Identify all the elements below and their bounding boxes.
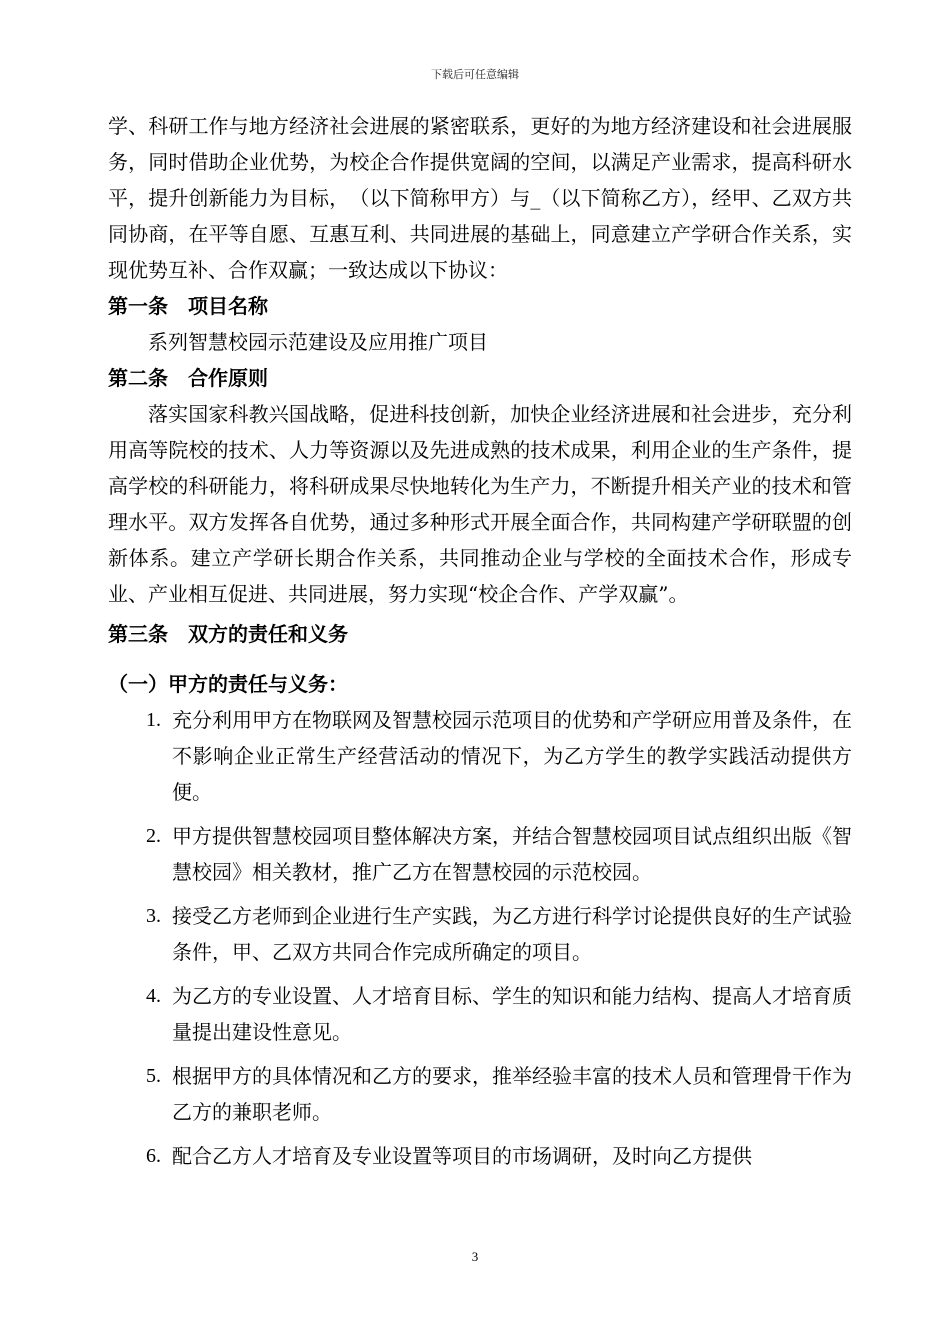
list-item-number: 3. [146,905,161,927]
intro-paragraph: 学、科研工作与地方经济社会进展的紧密联系，更好的为地方经济建设和社会进展服务，同时借助企业优势，为校企合作提供宽阔的空间，以满足产业需求，提高科研水平，提升创新能力为目标， （以下简称甲方）与_（以下简称乙方），经甲、乙双方共同协商，在平等自愿、互惠互利、共同进展的基础上，同意建立产学研合作关系，实现优势互补、合作双赢；一致达成以下协议： [108,114,852,282]
article-1-body: 系列智慧校园示范建设及应用推广项目 [148,330,488,354]
list-item [108,818,852,890]
page-header: 下载后可任意编辑 [431,68,519,81]
article-2-label: 第二条 [108,366,168,390]
list-item [108,702,852,810]
list-item [108,898,852,970]
list-item [108,978,852,1050]
article-1-heading [108,288,852,324]
document-body [108,108,852,1182]
list-item [108,1058,852,1130]
list-item-number: 1. [146,709,161,731]
article-2-title: 合作原则 [188,366,268,390]
list-item-number: 5. [146,1065,161,1087]
article-3-heading [108,616,852,652]
article-1-label: 第一条 [108,294,168,318]
article-2-body: 落实国家科教兴国战略，促进科技创新，加快企业经济进展和社会进步，充分利用高等院校的技术、人力等资源以及先进成熟的技术成果，利用企业的生产条件，提高学校的科研能力，将科研成果尽快地转化为生产力，不断提升相关产业的技术和管理水平。双方发挥各自优势，通过多种形式开展全面合作，共同构建产学研联盟的创新体系。建立产学研长期合作关系，共同推动企业与学校的全面技术合作，形成专业、产业相互促进、共同进展，努力实现“校企合作、产学双赢”。 [108,402,852,606]
list-item-number: 6. [146,1145,161,1167]
list-item-text: 配合乙方人才培育及专业设置等项目的市场调研，及时向乙方提供 [172,1144,752,1168]
list-item-text: 甲方提供智慧校园项目整体解决方案，并结合智慧校园项目试点组织出版《智慧校园》相关教材，推广乙方在智慧校园的示范校园。 [172,824,852,884]
list-item-text: 根据甲方的具体情况和乙方的要求，推举经验丰富的技术人员和管理骨干作为乙方的兼职老师。 [172,1064,852,1124]
list-item-number: 2. [146,825,161,847]
page-number: 3 [471,1249,479,1264]
list-item-number: 4. [146,985,161,1007]
article-3-label: 第三条 [108,622,168,646]
list-item-text: 为乙方的专业设置、人才培育目标、学生的知识和能力结构、提高人才培育质量提出建设性意见。 [172,984,852,1044]
article-2-heading [108,360,852,396]
article-1-title: 项目名称 [188,294,268,318]
list-item [108,1138,852,1174]
list-item-text: 接受乙方老师到企业进行生产实践，为乙方进行科学讨论提供良好的生产试验条件，甲、乙双方共同合作完成所确定的项目。 [172,904,852,964]
party-a-duties-heading: （一）甲方的责任与义务： [108,672,348,696]
list-item-text: 充分利用甲方在物联网及智慧校园示范项目的优势和产学研应用普及条件，在不影响企业正常生产经营活动的情况下，为乙方学生的教学实践活动提供方便。 [172,708,852,804]
article-3-title: 双方的责任和义务 [188,622,348,646]
party-a-duties-list [108,702,852,1174]
